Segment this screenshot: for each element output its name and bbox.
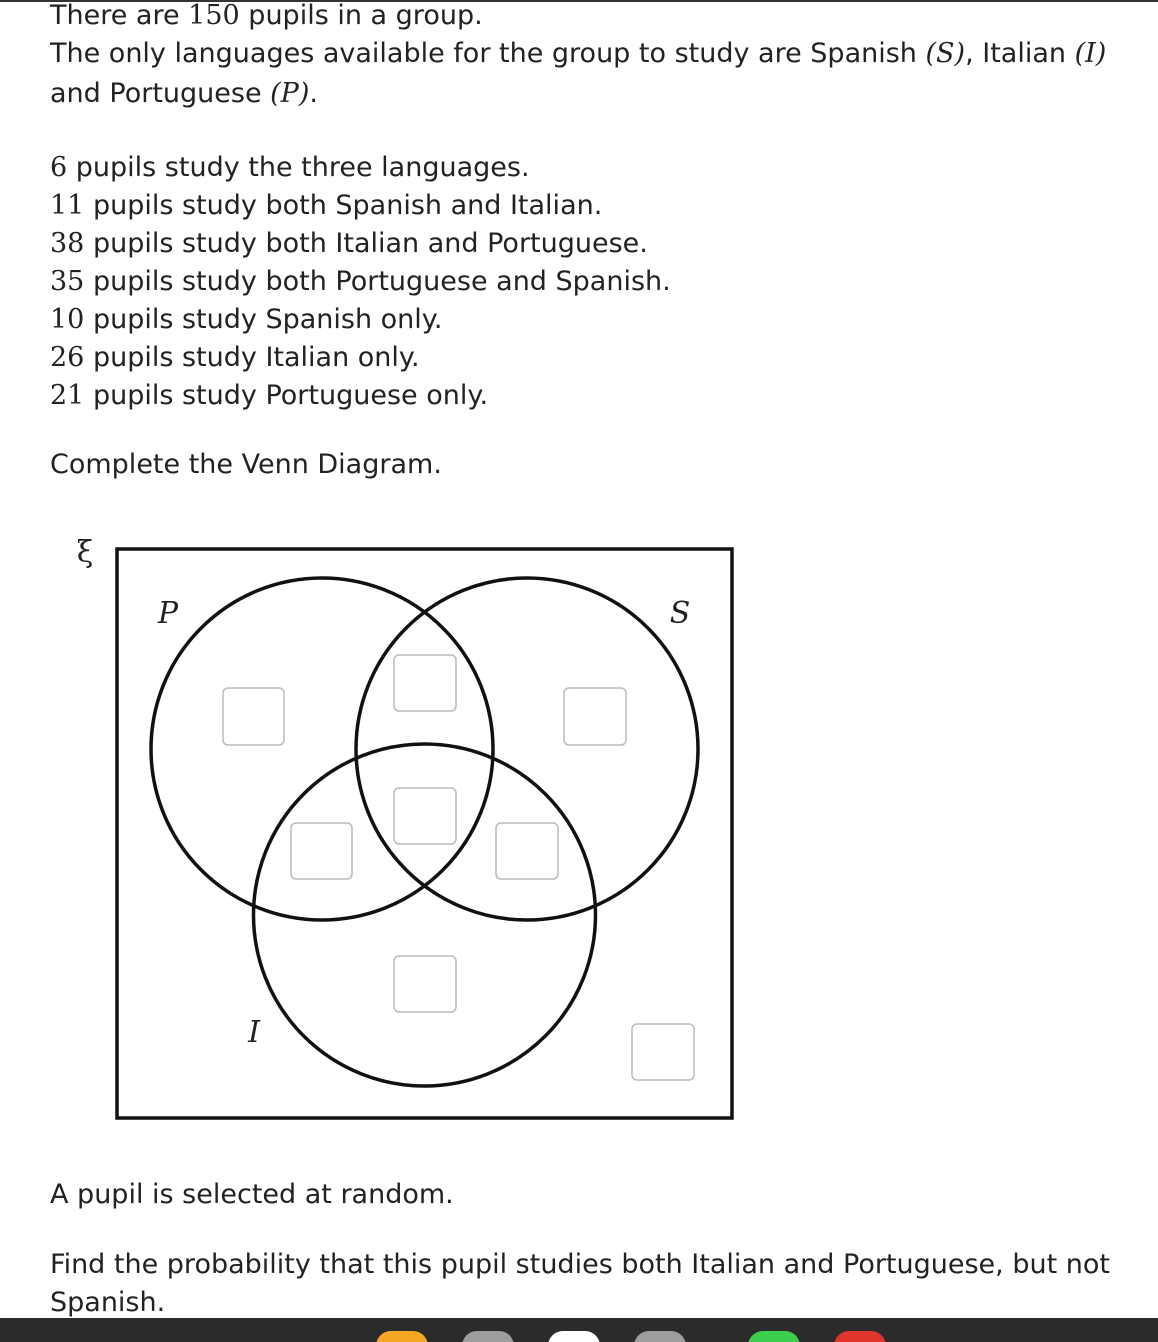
intro-text: The only languages available for the group to study are Spanish (50, 38, 926, 69)
question-line-2: Find the probability that this pupil studies both Italian and Portuguese, but not (50, 1249, 1110, 1280)
toolbar-app-icon[interactable] (748, 1331, 800, 1342)
intro-line-3 (50, 75, 318, 113)
fact-line (50, 301, 443, 339)
fact-number: 6 (50, 152, 68, 183)
toolbar-app-icon[interactable] (834, 1331, 886, 1342)
toolbar-app-icon[interactable] (548, 1331, 600, 1342)
bottom-toolbar (0, 1318, 1158, 1342)
fact-text: pupils study Portuguese only. (84, 380, 489, 411)
answer-box-none[interactable] (632, 1024, 694, 1080)
fact-text: pupils study both Portuguese and Spanish. (84, 266, 671, 297)
toolbar-app-icon[interactable] (462, 1331, 514, 1342)
answer-box-spanish-only[interactable] (564, 688, 626, 745)
intro-text: pupils in a group. (239, 0, 483, 31)
label-i: I (248, 1015, 260, 1050)
fact-text: pupils study Spanish only. (84, 304, 443, 335)
total-pupils: 150 (188, 0, 240, 31)
instruction: Complete the Venn Diagram. (50, 449, 442, 480)
intro-line-2 (50, 35, 1106, 73)
answer-box-portuguese-italian[interactable] (291, 823, 352, 879)
fact-line (50, 149, 530, 187)
label-s: S (669, 596, 691, 631)
universe-symbol: ξ (76, 535, 94, 570)
intro-text: . (309, 78, 318, 109)
fact-line (50, 263, 671, 301)
intro-text: There are (50, 0, 189, 31)
toolbar-app-icon[interactable] (376, 1331, 428, 1342)
fact-line (50, 225, 648, 263)
fact-number: 38 (50, 228, 85, 259)
fact-line (50, 339, 420, 377)
italian-symbol: (I) (1074, 38, 1107, 69)
fact-number: 10 (50, 304, 85, 335)
label-p: P (157, 596, 179, 631)
spanish-symbol: (S) (925, 38, 966, 69)
fact-text: pupils study both Spanish and Italian. (84, 190, 603, 221)
fact-number: 11 (50, 190, 85, 221)
fact-number: 26 (50, 342, 85, 373)
toolbar-app-icon[interactable] (634, 1331, 686, 1342)
fact-text: pupils study Italian only. (84, 342, 420, 373)
fact-line (50, 377, 488, 415)
answer-box-spanish-italian[interactable] (496, 823, 558, 879)
answer-box-italian-only[interactable] (394, 956, 456, 1012)
intro-line-1 (50, 0, 483, 35)
answer-box-all-three[interactable] (394, 788, 456, 844)
answer-box-portuguese-only[interactable] (223, 688, 284, 745)
venn-diagram (0, 500, 760, 1140)
fact-text: pupils study both Italian and Portuguese. (84, 228, 648, 259)
fact-number: 35 (50, 266, 85, 297)
portuguese-symbol: (P) (270, 78, 310, 109)
fact-number: 21 (50, 380, 85, 411)
intro-text: and Portuguese (50, 78, 271, 109)
fact-line (50, 187, 602, 225)
answer-box-portuguese-spanish[interactable] (394, 655, 456, 711)
question-line-1: A pupil is selected at random. (50, 1179, 454, 1210)
fact-text: pupils study the three languages. (67, 152, 530, 183)
intro-text: , Italian (965, 38, 1075, 69)
question-line-3: Spanish. (50, 1287, 166, 1318)
